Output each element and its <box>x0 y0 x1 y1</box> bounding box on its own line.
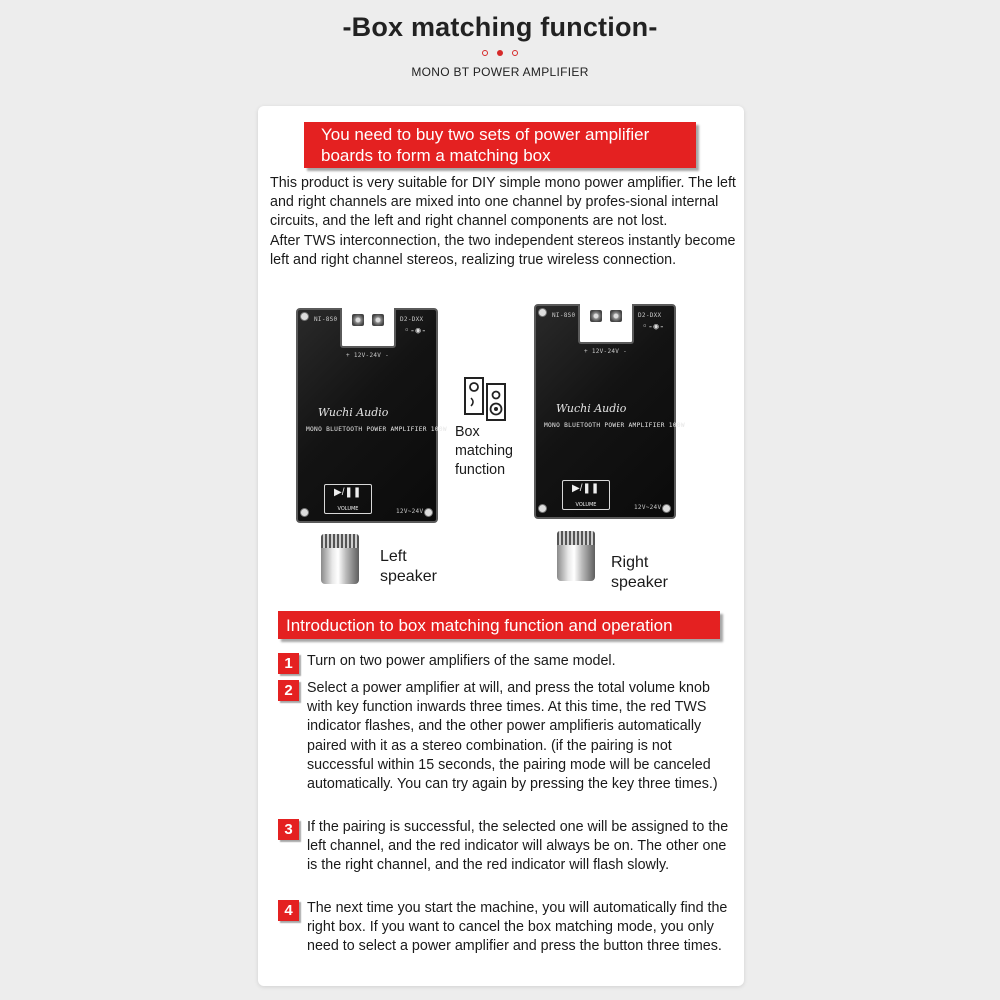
mount-hole-tl <box>300 312 309 321</box>
purchase-notice-text: You need to buy two sets of power amplifier boards to form a matching box <box>321 125 650 165</box>
volume-control-panel <box>324 484 372 514</box>
step-text: Turn on two power amplifiers of the same model. <box>307 653 616 669</box>
mount-hole-bl <box>300 508 309 517</box>
terminal-screw-left <box>352 314 364 326</box>
terminal-notch <box>578 304 634 344</box>
board-tag-bottom: 12V~24V <box>396 508 424 515</box>
dot-filled-center <box>497 50 503 56</box>
step-number-badge: 1 <box>278 653 299 674</box>
step-text: If the pairing is successful, the selected one will be assigned to the left channel, and the red indicator will always be on. The other one is the right channel, and the red indicator will flash slowly. <box>307 819 729 874</box>
left-speaker-caption: Left speaker <box>380 548 437 585</box>
terminal-screw-left <box>590 310 602 322</box>
terminal-notch <box>340 308 396 348</box>
mount-hole-tl <box>538 308 547 317</box>
mount-hole-br <box>662 504 671 513</box>
intro-paragraph-2: After TWS interconnection, the two independent stereos instantly become left and right channel stereos, realizing true wireless connection. <box>270 232 736 268</box>
right-speaker-caption: Right speaker <box>611 554 668 591</box>
introduction-banner-text: Introduction to box matching function and operation <box>286 616 673 635</box>
page-subtitle: MONO BT POWER AMPLIFIER <box>411 65 589 79</box>
volume-label: VOLUME <box>337 506 359 512</box>
terminal-screw-right <box>610 310 622 322</box>
step-number-badge: 4 <box>278 900 299 921</box>
board-brand: Wuchi Audio <box>318 406 389 419</box>
left-volume-knob <box>321 534 359 584</box>
volume-label: VOLUME <box>575 502 597 508</box>
volume-control-panel <box>562 480 610 510</box>
step-number-badge: 3 <box>278 819 299 840</box>
terminal-screw-right <box>372 314 384 326</box>
content-card <box>258 106 744 986</box>
mount-hole-bl <box>538 504 547 513</box>
speaker-box-icon <box>463 374 509 422</box>
page-title: -Box matching function- <box>342 12 658 42</box>
right-amplifier-board <box>534 304 685 519</box>
play-pause-icon: ▶/❚❚ <box>334 487 362 498</box>
box-matching-label: Box matching function <box>455 424 514 479</box>
board-tag-top-left: NI-8S0 <box>552 312 576 319</box>
play-pause-icon: ▶/❚❚ <box>572 483 600 494</box>
step-number-badge: 2 <box>278 680 299 701</box>
power-label: + 12V-24V - <box>584 348 628 355</box>
dot-outline-left <box>482 50 488 56</box>
board-model: MONO BLUETOOTH POWER AMPLIFIER 100W <box>544 422 685 429</box>
dc-jack-icon: ◦-◉- <box>404 326 427 336</box>
mount-hole-br <box>424 508 433 517</box>
title-dots <box>480 50 520 58</box>
board-tag-top-right: D2-DXX <box>400 316 424 323</box>
board-tag-bottom: 12V~24V <box>634 504 662 511</box>
board-brand: Wuchi Audio <box>556 402 627 415</box>
power-label: + 12V-24V - <box>346 352 390 359</box>
board-tag-top-right: D2-DXX <box>638 312 662 319</box>
step-text: The next time you start the machine, you will automatically find the right box. If you want to cancel the box matching mode, you only need to select a power amplifier and press the button three times. <box>307 900 728 955</box>
purchase-notice-banner <box>304 122 696 168</box>
board-model: MONO BLUETOOTH POWER AMPLIFIER 100W <box>306 426 447 433</box>
intro-text <box>270 174 740 270</box>
dot-outline-right <box>512 50 518 56</box>
intro-paragraph-1: This product is very suitable for DIY simple mono power amplifier. The left and right channels are mixed into one channel by profes-sional internal circuits, and the left and right channel components are not lost. <box>270 175 736 230</box>
dc-jack-icon: ◦-◉- <box>642 322 665 332</box>
left-amplifier-board <box>296 308 447 523</box>
step-text: Select a power amplifier at will, and press the total volume knob with key function inwards three times. At this time, the red TWS indicator flashes, and the other power amplifieris automatically paired with it as a stereo combination. (if the pairing is not successful within 15 seconds, the pairing mode will be canceled automatically. You can try again by pressing the key three times.) <box>307 680 718 793</box>
board-tag-top-left: NI-8S0 <box>314 316 338 323</box>
right-volume-knob <box>557 531 595 581</box>
introduction-banner <box>278 611 720 639</box>
